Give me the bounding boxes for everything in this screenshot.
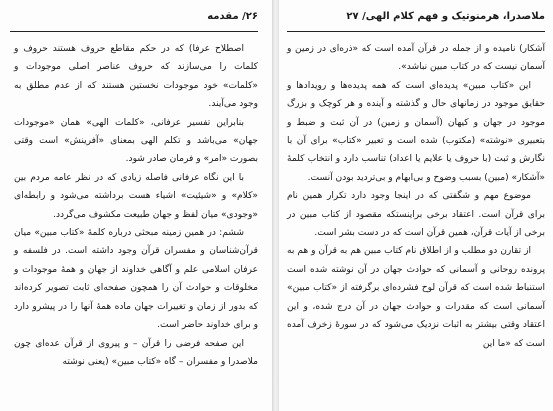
left-page — [0, 0, 272, 411]
paragraph: ششم: در همین زمینه مبحثی درباره کلمهٔ «کتاب مبین» میان قرآن‌شناسان و مفسران قرآن وجود داشته است. در فلسفه و عرفان اسلامی علم و آگاهی خداوند از جهان و همهٔ موجودات و مخلوقات و حوادث آن را همچون صفحه‌ای ثابت تصویر کرده‌اند که بدور از زمان و تغییرات جهان ماده همهٔ آنها را در پیشرو دارد و برای خداوند حاضر است. — [14, 228, 258, 331]
paragraph: اصطلاح عرفا) که در حکم مقاطع حروف هستند حروف و کلمات را می‌سازند که حروف عناصر اصلی موجودات و «کلمات» خود موجودات نخستین هستند که از عدم مطلق به وجود می‌آیند. — [14, 44, 258, 110]
paragraph: با این نگاه عرفانی فاصله زیادی که در نظر عامه مردم بین «کلام» و «شیئیت» اشیاء هست برداشته می‌شود و رابطه‌ای «وجودی» میان لفظ و جهان طبیعت مکشوف می‌گردد. — [14, 172, 258, 220]
book-gutter — [272, 0, 279, 411]
page-header: ۲۶/ مقدمه — [207, 11, 258, 22]
paragraph: این «کتاب مبین» پدیده‌ای است که همه پدیده‌ها و رویدادها و حقایق موجود در زمانهای حال و گذشته و آینده و هر کوچک و بزرگ موجود در جهان و کیهان (آسمان و زمین) در آن ثبت و ضبط و بتعبیری «نوشته» (مکتوب) شده است و تعبیر «کتاب» برای آن با نگارش و ثبت (با حروف یا علایم یا اعداد) تناسب دارد و انتخاب کلمهٔ «آشکار» (مبین) بسبب وضوح و بی‌ابهام و بی‌تردید بودن آنست. — [287, 80, 545, 183]
paragraph: بنابراین تفسیر عرفانی، «کلمات الهی» همان «موجودات جهان» می‌باشد و تکلم الهی بمعنای «آفرینش» است وقتی بصورت «امر» و فرمان صادر شود. — [14, 117, 258, 165]
right-page — [279, 0, 553, 411]
header-rule — [10, 31, 258, 32]
paragraph: آشکار) نامیده و از جمله در قرآن آمده است که «ذره‌ای در زمین و آسمان نیست که در کتاب مبین نباشد». — [287, 44, 545, 73]
page-body — [14, 40, 258, 371]
paragraph: این صفحه فرضی را قرآن – و پیروی از قرآن عده‌ای چون ملاصدرا و مفسران – گاه «کتاب مبین» (یعنی نوشته — [14, 338, 258, 367]
page-header: ملاصدرا، هرمنوتیک و فهم کلام الهی/ ۲۷ — [346, 11, 545, 22]
page-body — [287, 40, 545, 353]
paragraph: از تقارن دو مطلب و از اطلاق نام کتاب مبین هم به قرآن و هم به پرونده روحانی و آسمانی که حوادث جهان در آن نوشته شده است استنباط شده است که قرآن لوح فشرده‌ای برگرفته از «کتاب مبین» آسمانی است که مقدرات و حوادث جهان در آن درج شده، و این اعتقاد وقتی بیشتر به اثبات نزدیک می‌شود که در سورهٔ زخرف آمده است که «ما این — [287, 246, 545, 349]
paragraph: موضوع مهم و شگفتی که در اینجا وجود دارد تکرار همین نام برای قرآن است. اعتقاد برخی براینستکه مقصود از کتاب مبین در برخی از آیات قرآن، همین قرآن است که در دست بشر است. — [287, 191, 545, 239]
header-rule — [287, 31, 545, 32]
